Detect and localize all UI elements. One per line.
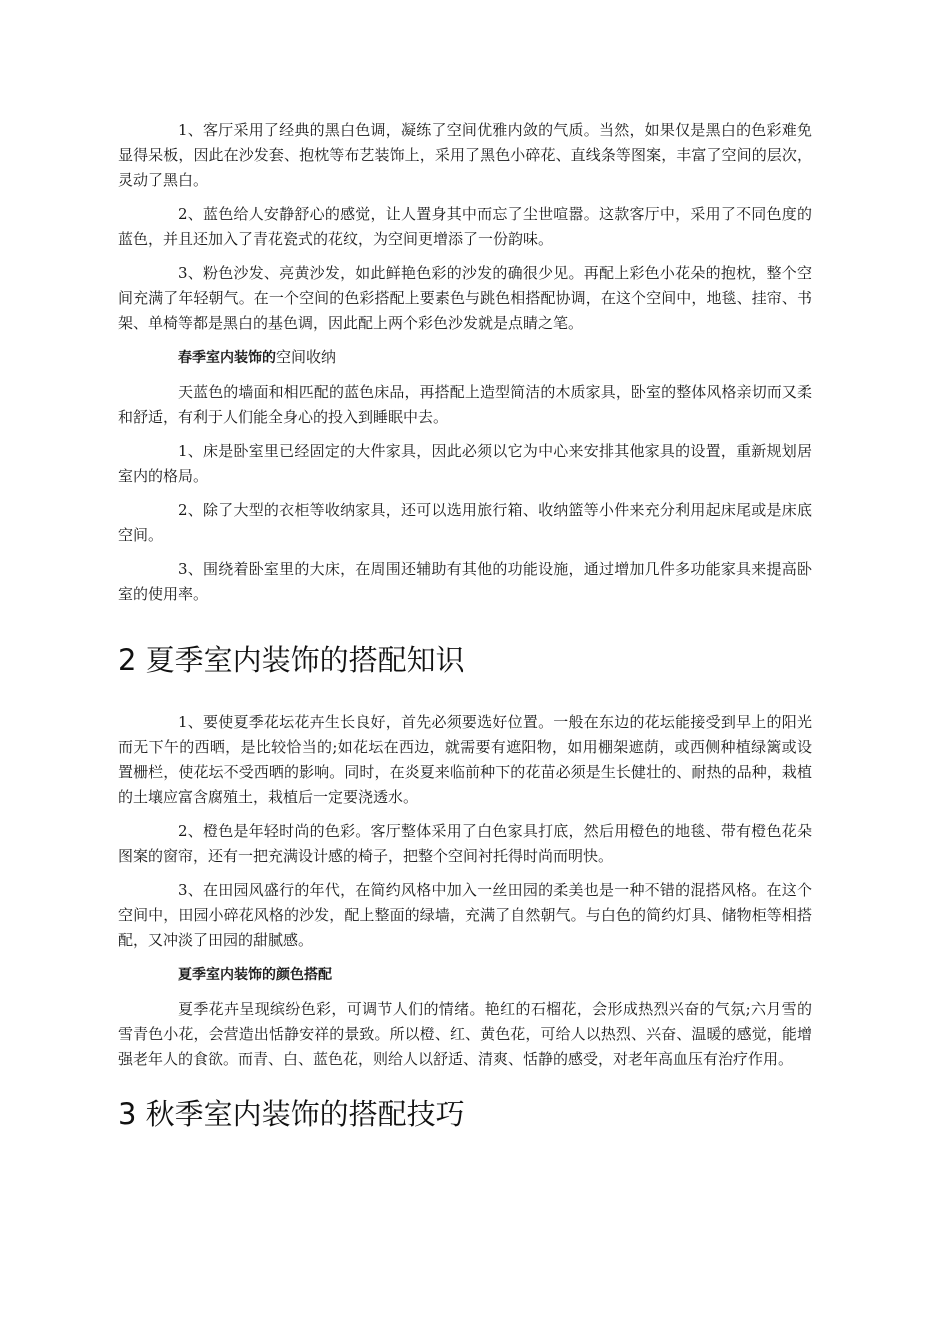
paragraph-living-room-black-white: 1、客厅采用了经典的黑白色调，凝练了空间优雅内敛的气质。当然，如果仅是黑白的色彩难免显得呆板，因此在沙发套、抱枕等布艺装饰上，采用了黑色小碎花、直线条等图案，丰富了空间的层次，灵动了黑白。 bbox=[118, 121, 812, 189]
paragraph-summer-flower-colors: 夏季花卉呈现缤纷色彩，可调节人们的情绪。艳红的石榴花，会形成热烈兴奋的气氛;六月雪的雪青色小花，会营造出恬静安祥的景致。所以橙、红、黄色花，可给人以热烈、兴奋、温暖的感觉，能增强老年人的食欲。而青、白、蓝色花，则给人以舒适、清爽、恬静的感受，对老年高血压有治疗作用。 bbox=[118, 1000, 812, 1068]
subheading-spring-storage bbox=[118, 345, 812, 371]
subheading-summer-colors bbox=[118, 962, 812, 988]
paragraph-pastoral-style: 3、在田园风盛行的年代，在简约风格中加入一丝田园的柔美也是一种不错的混搭风格。在这个空间中，田园小碎花风格的沙发，配上整面的绿墙，充满了自然朝气。与白色的简约灯具、储物柜等相搭配，又冲淡了田园的甜腻感。 bbox=[118, 881, 812, 949]
document-page bbox=[118, 118, 812, 1134]
heading-autumn-section: 3 秋季室内装饰的搭配技巧 bbox=[118, 1097, 465, 1131]
paragraph-orange-living-room: 2、橙色是年轻时尚的色彩。客厅整体采用了白色家具打底，然后用橙色的地毯、带有橙色花朵图案的窗帘，还有一把充满设计感的椅子，把整个空间衬托得时尚而明快。 bbox=[118, 822, 812, 865]
paragraph-summer-flowerbed: 1、要使夏季花坛花卉生长良好，首先必须要选好位置。一般在东边的花坛能接受到早上的阳光而无下午的西晒，是比较恰当的;如花坛在西边，就需要有遮阳物，如用棚架遮荫，或西侧种植绿篱或设置栅栏，使花坛不受西晒的影响。同时，在炎夏来临前种下的花苗必须是生长健壮的、耐热的品种，栽植的土壤应富含腐殖土，栽植后一定要浇透水。 bbox=[118, 713, 812, 806]
subheading-summer-colors-text: 夏季室内装饰的颜色搭配 bbox=[178, 967, 332, 983]
paragraph-sky-blue-bedroom: 天蓝色的墙面和相匹配的蓝色床品，再搭配上造型简洁的木质家具，卧室的整体风格亲切而又柔和舒适，有利于人们能全身心的投入到睡眠中去。 bbox=[118, 383, 812, 426]
paragraph-storage-items: 2、除了大型的衣柜等收纳家具，还可以选用旅行箱、收纳篮等小件来充分利用起床尾或是床底空间。 bbox=[118, 501, 812, 544]
subheading-normal-part: 空间收纳 bbox=[276, 348, 337, 366]
heading-summer-section: 2 夏季室内装饰的搭配知识 bbox=[118, 643, 465, 677]
paragraph-blue-living-room: 2、蓝色给人安静舒心的感觉，让人置身其中而忘了尘世喧嚣。这款客厅中，采用了不同色度的蓝色，并且还加入了青花瓷式的花纹，为空间更增添了一份韵味。 bbox=[118, 205, 812, 248]
paragraph-bed-surroundings: 3、围绕着卧室里的大床，在周围还辅助有其他的功能设施，通过增加几件多功能家具来提高卧室的使用率。 bbox=[118, 560, 812, 603]
paragraph-colorful-sofa: 3、粉色沙发、亮黄沙发，如此鲜艳色彩的沙发的确很少见。再配上彩色小花朵的抱枕，整个空间充满了年轻朝气。在一个空间的色彩搭配上要素色与跳色相搭配协调，在这个空间中，地毯、挂帘、书架、单椅等都是黑白的基色调，因此配上两个彩色沙发就是点睛之笔。 bbox=[118, 264, 812, 332]
paragraph-bed-center: 1、床是卧室里已经固定的大件家具，因此必须以它为中心来安排其他家具的设置，重新规划居室内的格局。 bbox=[118, 442, 812, 485]
subheading-bold-part: 春季室内装饰的 bbox=[178, 350, 276, 366]
